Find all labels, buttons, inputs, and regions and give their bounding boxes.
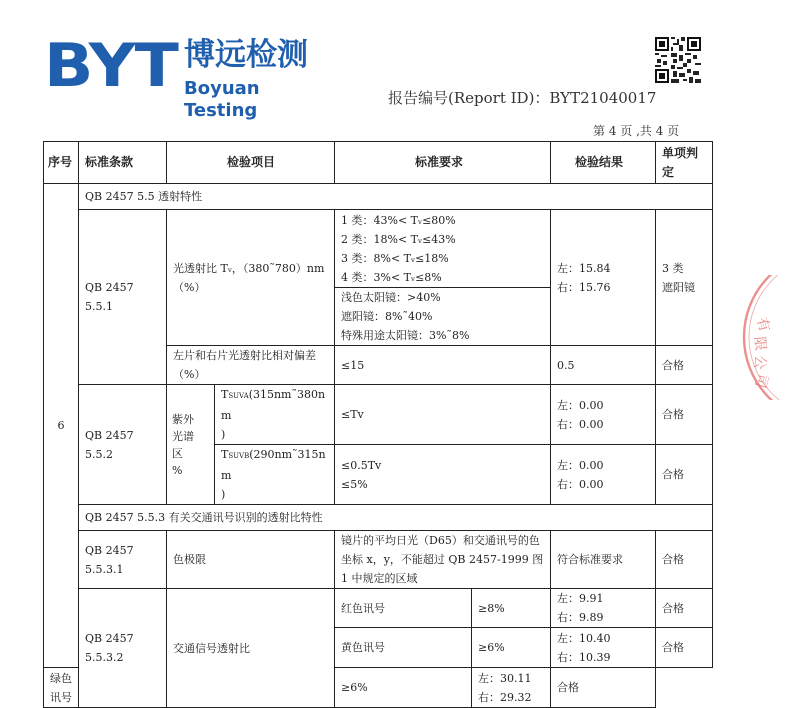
signal-name-green: 绿色讯号 (44, 668, 79, 708)
req-chromaticity: 镜片的平均日光（D65）和交通讯号的色坐标 x，y，不能超过 QB 2457-1999 图 1 中规定的区域 (335, 531, 551, 589)
signal-result-green (472, 668, 551, 708)
clause-5-5-3-2 (79, 589, 167, 708)
judge-tsuvb: 合格 (656, 445, 713, 505)
result-line: 左：10.40 (557, 631, 611, 645)
header-seq: 序号 (44, 142, 79, 184)
tsuva-range: (315nm˜380nm (221, 388, 326, 422)
tsuvb-close: ) (221, 488, 226, 501)
result-line: 右：10.39 (557, 650, 611, 664)
req-line: 遮阳镜：8%˜40% (341, 310, 433, 323)
req-tsuvb (335, 445, 551, 505)
clause-5-5-1 (79, 210, 167, 385)
result-line: 左：9.91 (557, 592, 604, 605)
table-row (44, 385, 713, 445)
req-line: 特殊用途太阳镜：3%˜8% (341, 329, 470, 342)
result-line: 右：0.00 (557, 417, 604, 431)
item-tsuva (215, 385, 335, 445)
judge-tsuva: 合格 (656, 385, 713, 445)
clause-line: 5.5.3.2 (85, 651, 124, 664)
header-result: 检验结果 (551, 142, 656, 184)
svg-text:有: 有 (753, 315, 773, 334)
uv-label-line: % (172, 463, 183, 477)
signal-req-yellow: ≥6% (472, 628, 551, 668)
tsuvb-symbol: T (221, 448, 229, 461)
result-line: 右：9.89 (557, 611, 604, 624)
company-logo (44, 31, 334, 121)
req-line: 4 类：3%< Tᵥ≤8% (341, 270, 442, 284)
signal-name-yellow: 黄色讯号 (335, 628, 472, 668)
header-judge: 单项判定 (656, 142, 713, 184)
table-row (44, 505, 713, 531)
req-line: 1 类：43%< Tᵥ≤80% (341, 213, 456, 227)
signal-name-red: 红色讯号 (335, 589, 472, 628)
req-line: ≤0.5Tv (341, 458, 382, 472)
result-tsuvb (551, 445, 656, 505)
item-relative-deviation: 左片和右片光透射比相对偏差（%） (167, 346, 335, 385)
result-line: 右：0.00 (557, 477, 604, 491)
clause-line: 5.5.2 (85, 447, 113, 461)
clause-line: 5.5.1 (85, 300, 113, 313)
table-row (44, 531, 713, 589)
result-tsuva (551, 385, 656, 445)
uv-label-line: 区 (172, 446, 183, 460)
logo-chinese-name: 博远检测 (184, 37, 308, 73)
result-line: 左：15.84 (557, 261, 611, 275)
item-chromaticity: 色极限 (167, 531, 335, 589)
clause-line: QB 2457 (85, 543, 134, 557)
req-relative-deviation: ≤15 (335, 346, 551, 385)
tsuvb-subscript: SUVB (228, 452, 250, 460)
header-item: 检验项目 (167, 142, 335, 184)
header-req: 标准要求 (335, 142, 551, 184)
svg-text:限: 限 (751, 335, 769, 352)
judge-5-5-1 (656, 210, 713, 346)
inspection-table (43, 141, 713, 708)
item-tsuvb (215, 445, 335, 505)
table-row (44, 210, 713, 288)
uv-spectrum-label (167, 385, 215, 505)
company-seal-stamp (735, 275, 790, 400)
signal-req-red: ≥8% (472, 589, 551, 628)
signal-judge-red: 合格 (656, 589, 713, 628)
table-header-row (44, 142, 713, 184)
result-line: 左：30.11 (478, 671, 532, 685)
result-line: 右：29.32 (478, 690, 532, 704)
signal-result-red (551, 589, 656, 628)
tsuva-symbol: T (221, 388, 229, 401)
tsuva-subscript: SUVA (228, 392, 249, 400)
req-line: 3 类：8%< Tᵥ≤18% (341, 251, 449, 265)
signal-result-yellow (551, 628, 656, 668)
table-row (44, 589, 713, 628)
report-id: 报告编号(Report ID)：BYT21040017 (388, 89, 657, 107)
judge-relative-deviation: 合格 (656, 346, 713, 385)
clause-line: QB 2457 (85, 428, 134, 442)
uv-label-line: 光谱 (172, 429, 194, 443)
result-relative-deviation: 0.5 (551, 346, 656, 385)
section-title-5-5: QB 2457 5.5 透射特性 (79, 184, 713, 210)
signal-judge-yellow: 合格 (656, 628, 713, 668)
judge-line: 遮阳镜 (662, 280, 695, 294)
judge-line: 3 类 (662, 261, 684, 275)
logo-mark: BYT (44, 31, 178, 101)
req-lens-types (335, 288, 551, 346)
qr-code-icon (655, 37, 701, 83)
clause-line: QB 2457 (85, 632, 134, 645)
tsuvb-range: (290nm˜315nm (221, 448, 326, 482)
tsuva-close: ) (221, 428, 226, 441)
req-tsuva: ≤Tv (335, 385, 551, 445)
svg-text:司: 司 (751, 371, 771, 390)
item-luminous-transmittance: 光透射比 Tᵥ，（380˜780）nm（%） (167, 210, 335, 346)
req-categories (335, 210, 551, 288)
signal-req-green: ≥6% (335, 668, 472, 708)
uv-label-line: 紫外 (172, 412, 194, 426)
section-title-5-5-3: QB 2457 5.5.3 有关交通讯号识别的透射比特性 (79, 505, 713, 531)
result-chromaticity: 符合标准要求 (551, 531, 656, 589)
req-line: ≤5% (341, 477, 368, 491)
clause-5-5-3-1 (79, 531, 167, 589)
page-number: 第 4 页 ,共 4 页 (593, 124, 680, 138)
logo-english-name: Boyuan Testing (184, 78, 260, 121)
svg-text:公: 公 (750, 354, 768, 370)
result-line: 右：15.76 (557, 280, 611, 294)
seq-number: 6 (44, 184, 79, 668)
header-clause: 标准条款 (79, 142, 167, 184)
clause-5-5-2 (79, 385, 167, 505)
clause-line: 5.5.3.1 (85, 562, 124, 576)
result-5-5-1 (551, 210, 656, 346)
result-line: 左：0.00 (557, 458, 604, 472)
signal-judge-green: 合格 (551, 668, 656, 708)
result-line: 左：0.00 (557, 398, 604, 412)
req-line: 浅色太阳镜：>40% (341, 291, 441, 304)
item-traffic-signal: 交通信号透射比 (167, 589, 335, 708)
req-line: 2 类：18%< Tᵥ≤43% (341, 232, 456, 246)
judge-chromaticity: 合格 (656, 531, 713, 589)
table-row (44, 184, 713, 210)
clause-line: QB 2457 (85, 281, 134, 294)
